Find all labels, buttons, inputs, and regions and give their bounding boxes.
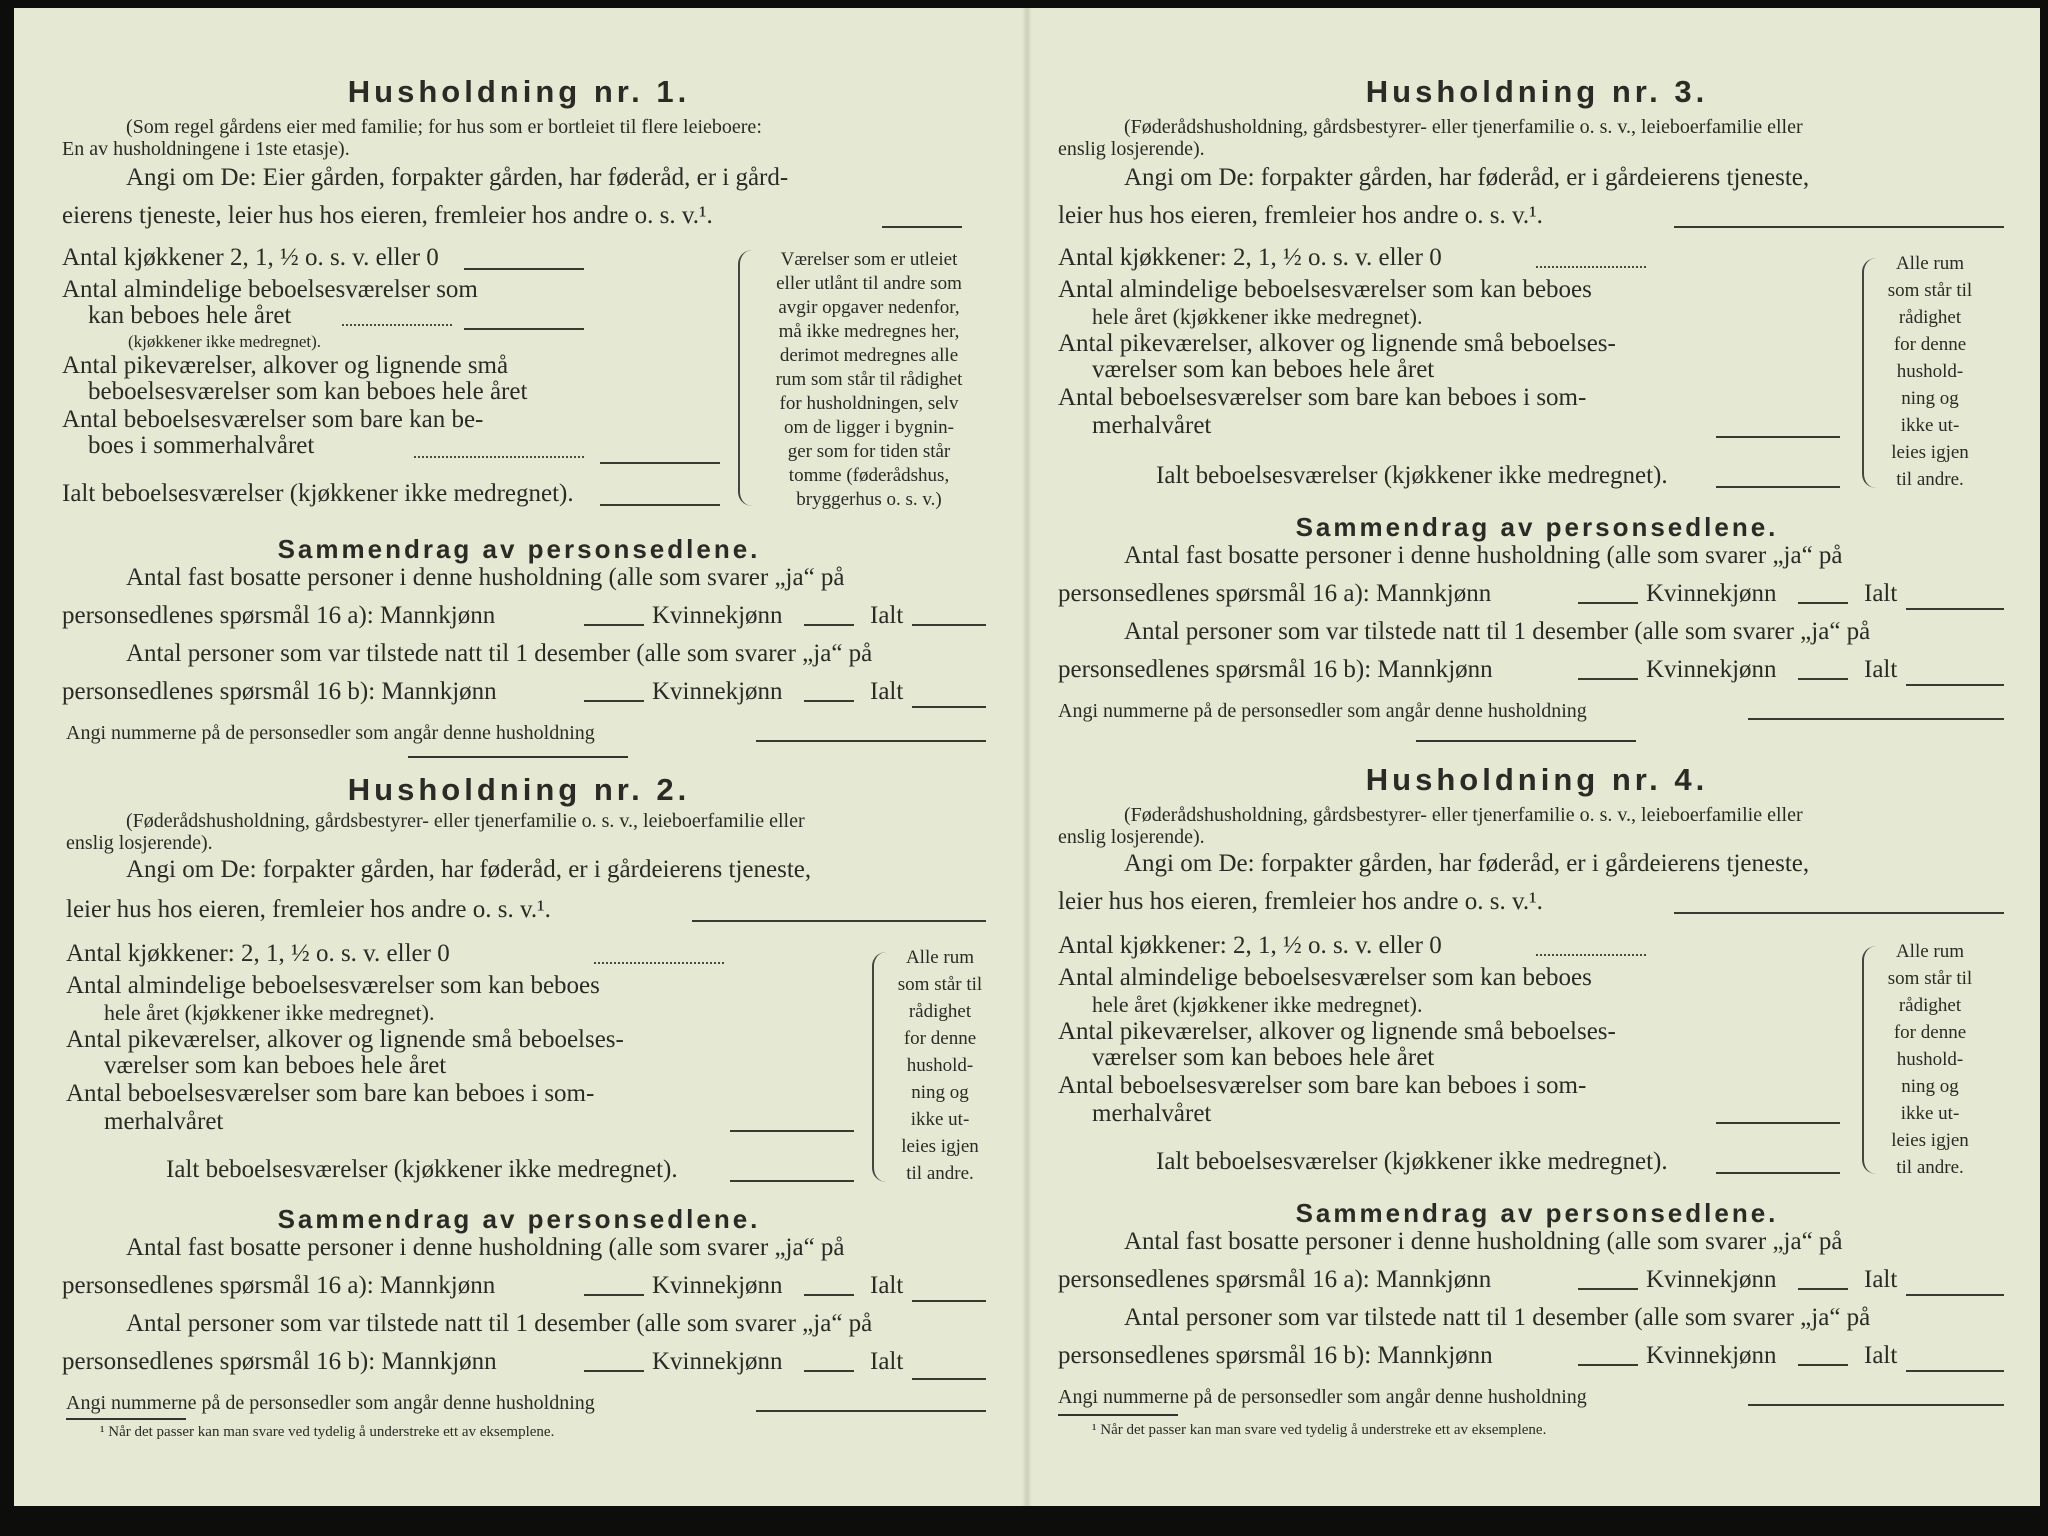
resident-total-field[interactable] bbox=[912, 1300, 986, 1302]
ordinary-rooms-row-2: kan beboes hele året bbox=[88, 302, 292, 329]
household-2-intro-2: enslig losjerende). bbox=[66, 832, 213, 854]
note-line: ikke ut- bbox=[910, 1109, 970, 1130]
note-line: Alle rum bbox=[1895, 253, 1965, 274]
household-3-angi: Angi om De: forpakter gården, har føderåd, er i gårdeierens tjeneste, bbox=[1124, 164, 1810, 191]
ialt-label: Ialt bbox=[870, 678, 904, 705]
note-line: til andre. bbox=[1896, 1157, 1964, 1178]
ordinary-rooms-row-2: hele året (kjøkkener ikke medregnet). bbox=[1092, 304, 1423, 329]
present-persons-text-2: personsedlenes spørsmål 16 b): Mannkjønn bbox=[62, 678, 497, 705]
household-1-intro: (Som regel gårdens eier med familie; for hus som er bortleiet til flere leieboere: bbox=[126, 116, 762, 138]
resident-female-field[interactable] bbox=[1798, 1288, 1848, 1290]
dots bbox=[1536, 954, 1646, 956]
household-4-intro: (Føderådshusholdning, gårdsbestyrer- eller tjenerfamilie o. s. v., leieboerfamilie eller bbox=[1124, 804, 1803, 826]
household-4-angi-2: leier hus hos eieren, fremleier hos andre o. s. v.¹. bbox=[1058, 888, 1543, 915]
household-2-angi: Angi om De: forpakter gården, har føderåd, er i gårdeierens tjeneste, bbox=[126, 856, 812, 883]
maid-rooms-row: Antal pikeværelser, alkover og lignende små beboelses- bbox=[1058, 1018, 1616, 1045]
resident-female-field[interactable] bbox=[804, 1294, 854, 1296]
resident-male-field[interactable] bbox=[1578, 602, 1638, 604]
ialt-label: Ialt bbox=[870, 602, 904, 629]
right-page bbox=[1032, 0, 2042, 1500]
divider bbox=[1058, 1414, 1178, 1416]
total-rooms-row: Ialt beboelsesværelser (kjøkkener ikke medregnet). bbox=[1156, 462, 1668, 489]
note-line: som står til bbox=[1887, 280, 1973, 301]
maid-rooms-row-2: værelser som kan beboes hele året bbox=[104, 1052, 447, 1079]
present-male-field[interactable] bbox=[584, 1370, 644, 1372]
resident-persons-text-2: personsedlenes spørsmål 16 a): Mannkjønn bbox=[1058, 580, 1492, 607]
kvinne-label: Kvinnekjønn bbox=[652, 678, 783, 705]
side-note-2 bbox=[880, 944, 1000, 1187]
side-note-4 bbox=[1870, 938, 1990, 1181]
summer-rooms-row: Antal beboelsesværelser som bare kan beboes i som- bbox=[1058, 1072, 1587, 1099]
summer-rooms-row-2: merhalvåret bbox=[104, 1108, 224, 1135]
summer-rooms-row-2: boes i sommerhalvåret bbox=[88, 432, 315, 459]
ialt-label: Ialt bbox=[870, 1348, 904, 1375]
note-line: derimot medregnes alle bbox=[779, 345, 959, 366]
household-2-title: Husholdning nr. 2. bbox=[347, 772, 691, 807]
note-line: som står til bbox=[897, 974, 983, 995]
resident-male-field[interactable] bbox=[1578, 1288, 1638, 1290]
note-line: ning og bbox=[1901, 1076, 1959, 1097]
present-total-field[interactable] bbox=[912, 1378, 986, 1380]
ordinary-rooms-row-2: hele året (kjøkkener ikke medregnet). bbox=[1092, 992, 1423, 1017]
ialt-label: Ialt bbox=[1864, 1266, 1898, 1293]
divider bbox=[66, 1418, 186, 1420]
ialt-label: Ialt bbox=[1864, 656, 1898, 683]
note-line: må ikke medregnes her, bbox=[778, 321, 960, 342]
bracket bbox=[738, 250, 754, 506]
present-persons-text: Antal personer som var tilstede natt til 1 desember (alle som svarer „ja“ på bbox=[1124, 618, 1871, 645]
side-note-3 bbox=[1870, 250, 1990, 493]
kitchens-row: Antal kjøkkener: 2, 1, ½ o. s. v. eller 0 bbox=[66, 940, 450, 967]
present-male-field[interactable] bbox=[1578, 1364, 1638, 1366]
resident-total-field[interactable] bbox=[1906, 608, 2004, 610]
present-female-field[interactable] bbox=[804, 1370, 854, 1372]
summer-rooms-row-2: merhalvåret bbox=[1092, 1100, 1212, 1127]
ordinary-rooms-note: (kjøkkener ikke medregnet). bbox=[128, 332, 322, 351]
side-note-1 bbox=[754, 248, 984, 512]
kitchens-field[interactable] bbox=[464, 268, 584, 270]
resident-persons-text-2: personsedlenes spørsmål 16 a): Mannkjønn bbox=[62, 602, 496, 629]
scan-edge bbox=[14, 1506, 2040, 1536]
ordinary-rooms-row: Antal almindelige beboelsesværelser som kan beboes bbox=[1058, 964, 1592, 991]
summer-rooms-row: Antal beboelsesværelser som bare kan beboes i som- bbox=[66, 1080, 595, 1107]
total-rooms-field[interactable] bbox=[730, 1180, 854, 1182]
kvinne-label: Kvinnekjønn bbox=[1646, 580, 1777, 607]
household-3-intro: (Føderådshusholdning, gårdsbestyrer- eller tjenerfamilie o. s. v., leieboerfamilie eller bbox=[1124, 116, 1803, 138]
note-line: til andre. bbox=[1896, 469, 1964, 490]
ordinary-rooms-row: Antal almindelige beboelsesværelser som bbox=[62, 276, 478, 303]
summer-rooms-field[interactable] bbox=[1716, 436, 1840, 438]
summer-rooms-field[interactable] bbox=[730, 1130, 854, 1132]
maid-rooms-row: Antal pikeværelser, alkover og lignende små bbox=[62, 352, 509, 379]
maid-rooms-row-2: værelser som kan beboes hele året bbox=[1092, 356, 1435, 383]
maid-rooms-row: Antal pikeværelser, alkover og lignende små beboelses- bbox=[1058, 330, 1616, 357]
footnote: ¹ Når det passer kan man svare ved tydelig å understreke ett av eksemplene. bbox=[1092, 1422, 1547, 1438]
kvinne-label: Kvinnekjønn bbox=[1646, 1342, 1777, 1369]
summary-title: Sammendrag av personsedlene. bbox=[1295, 1198, 1779, 1228]
kvinne-label: Kvinnekjønn bbox=[652, 1272, 783, 1299]
resident-female-field[interactable] bbox=[1798, 602, 1848, 604]
sheet-numbers-field[interactable] bbox=[756, 1410, 986, 1412]
dots bbox=[594, 962, 724, 964]
footnote: ¹ Når det passer kan man svare ved tydelig å understreke ett av eksemplene. bbox=[100, 1424, 555, 1440]
kitchens-row: Antal kjøkkener 2, 1, ½ o. s. v. eller 0 bbox=[62, 244, 439, 271]
sheet-numbers-field[interactable] bbox=[1748, 718, 2004, 720]
left-page bbox=[14, 0, 1024, 1500]
sheet-numbers-label: Angi nummerne på de personsedler som angår denne husholdning bbox=[1058, 700, 1587, 722]
kvinne-label: Kvinnekjønn bbox=[1646, 656, 1777, 683]
total-rooms-row: Ialt beboelsesværelser (kjøkkener ikke medregnet). bbox=[62, 480, 574, 507]
resident-male-field[interactable] bbox=[584, 624, 644, 626]
note-line: rådighet bbox=[1898, 995, 1962, 1016]
ordinary-rooms-field[interactable] bbox=[464, 328, 584, 330]
note-line: ikke ut- bbox=[1900, 415, 1960, 436]
note-line: som står til bbox=[1887, 968, 1973, 989]
note-line: Alle rum bbox=[905, 947, 975, 968]
note-line: Værelser som er utleiet bbox=[780, 249, 958, 270]
resident-total-field[interactable] bbox=[912, 624, 986, 626]
kvinne-label: Kvinnekjønn bbox=[652, 602, 783, 629]
household-2-intro: (Føderådshusholdning, gårdsbestyrer- eller tjenerfamilie o. s. v., leieboerfamilie eller bbox=[126, 810, 805, 832]
note-line: hushold- bbox=[1896, 1049, 1964, 1070]
household-4-angi: Angi om De: forpakter gården, har føderåd, er i gårdeierens tjeneste, bbox=[1124, 850, 1810, 877]
note-line: tomme (føderådshus, bbox=[788, 465, 950, 486]
note-line: ger som for tiden står bbox=[787, 441, 951, 462]
summer-rooms-row-2: merhalvåret bbox=[1092, 412, 1212, 439]
angi-answer-line[interactable] bbox=[882, 226, 962, 228]
maid-rooms-row: Antal pikeværelser, alkover og lignende små beboelses- bbox=[66, 1026, 624, 1053]
summary-title: Sammendrag av personsedlene. bbox=[277, 1204, 761, 1234]
note-line: hushold- bbox=[906, 1055, 974, 1076]
household-2-angi-2: leier hus hos eieren, fremleier hos andre o. s. v.¹. bbox=[66, 896, 551, 923]
kitchens-row: Antal kjøkkener: 2, 1, ½ o. s. v. eller 0 bbox=[1058, 932, 1442, 959]
present-total-field[interactable] bbox=[912, 706, 986, 708]
summary-title: Sammendrag av personsedlene. bbox=[1295, 512, 1779, 542]
resident-persons-text: Antal fast bosatte personer i denne husholdning (alle som svarer „ja“ på bbox=[1124, 1228, 1843, 1255]
summary-title: Sammendrag av personsedlene. bbox=[277, 534, 761, 564]
note-line: for husholdningen, selv bbox=[779, 393, 959, 414]
note-line: Alle rum bbox=[1895, 941, 1965, 962]
note-line: leies igjen bbox=[1891, 1130, 1969, 1151]
ialt-label: Ialt bbox=[1864, 1342, 1898, 1369]
angi-answer-line[interactable] bbox=[1674, 226, 2004, 228]
resident-female-field[interactable] bbox=[804, 624, 854, 626]
ialt-label: Ialt bbox=[870, 1272, 904, 1299]
ialt-label: Ialt bbox=[1864, 580, 1898, 607]
sheet-numbers-field[interactable] bbox=[1748, 1404, 2004, 1406]
kitchens-row: Antal kjøkkener: 2, 1, ½ o. s. v. eller 0 bbox=[1058, 244, 1442, 271]
total-rooms-field[interactable] bbox=[1716, 486, 1840, 488]
kvinne-label: Kvinnekjønn bbox=[652, 1348, 783, 1375]
note-line: for denne bbox=[1893, 334, 1967, 355]
note-line: avgir opgaver nedenfor, bbox=[778, 297, 960, 318]
sheet-numbers-label: Angi nummerne på de personsedler som angår denne husholdning bbox=[1058, 1386, 1587, 1408]
household-1-intro-2: En av husholdningene i 1ste etasje). bbox=[62, 138, 350, 160]
resident-male-field[interactable] bbox=[584, 1294, 644, 1296]
note-line: for denne bbox=[1893, 1022, 1967, 1043]
note-line: leies igjen bbox=[1891, 442, 1969, 463]
note-line: rådighet bbox=[908, 1001, 972, 1022]
present-persons-text: Antal personer som var tilstede natt til 1 desember (alle som svarer „ja“ på bbox=[126, 1310, 873, 1337]
maid-rooms-row-2: værelser som kan beboes hele året bbox=[1092, 1044, 1435, 1071]
note-line: om de ligger i bygnin- bbox=[784, 417, 954, 438]
present-total-field[interactable] bbox=[1906, 684, 2004, 686]
divider bbox=[1416, 740, 1636, 742]
present-persons-text-2: personsedlenes spørsmål 16 b): Mannkjønn bbox=[1058, 1342, 1493, 1369]
household-4-intro-2: enslig losjerende). bbox=[1058, 826, 1205, 848]
note-line: ning og bbox=[911, 1082, 969, 1103]
household-3-intro-2: enslig losjerende). bbox=[1058, 138, 1205, 160]
present-female-field[interactable] bbox=[1798, 678, 1848, 680]
resident-persons-text-2: personsedlenes spørsmål 16 a): Mannkjønn bbox=[62, 1272, 496, 1299]
ordinary-rooms-row: Antal almindelige beboelsesværelser som kan beboes bbox=[1058, 276, 1592, 303]
household-4-title: Husholdning nr. 4. bbox=[1365, 762, 1709, 797]
note-line: ning og bbox=[1901, 388, 1959, 409]
summer-rooms-field[interactable] bbox=[600, 462, 720, 464]
present-persons-text: Antal personer som var tilstede natt til 1 desember (alle som svarer „ja“ på bbox=[126, 640, 873, 667]
household-1-title: Husholdning nr. 1. bbox=[347, 74, 691, 109]
note-line: bryggerhus o. s. v.) bbox=[796, 489, 942, 510]
note-line: ikke ut- bbox=[1900, 1103, 1960, 1124]
angi-answer-line[interactable] bbox=[1674, 912, 2004, 914]
present-persons-text-2: personsedlenes spørsmål 16 b): Mannkjønn bbox=[62, 1348, 497, 1375]
present-persons-text: Antal personer som var tilstede natt til 1 desember (alle som svarer „ja“ på bbox=[1124, 1304, 1871, 1331]
resident-persons-text: Antal fast bosatte personer i denne husholdning (alle som svarer „ja“ på bbox=[126, 1234, 845, 1261]
resident-persons-text: Antal fast bosatte personer i denne husholdning (alle som svarer „ja“ på bbox=[126, 564, 845, 591]
note-line: rum som står til rådighet bbox=[775, 369, 963, 390]
resident-total-field[interactable] bbox=[1906, 1294, 2004, 1296]
note-line: for denne bbox=[903, 1028, 977, 1049]
summer-rooms-row: Antal beboelsesværelser som bare kan beboes i som- bbox=[1058, 384, 1587, 411]
note-line: hushold- bbox=[1896, 361, 1964, 382]
ordinary-rooms-row-2: hele året (kjøkkener ikke medregnet). bbox=[104, 1000, 435, 1025]
ordinary-rooms-row: Antal almindelige beboelsesværelser som kan beboes bbox=[66, 972, 600, 999]
present-persons-text-2: personsedlenes spørsmål 16 b): Mannkjønn bbox=[1058, 656, 1493, 683]
summer-rooms-row: Antal beboelsesværelser som bare kan be- bbox=[62, 406, 484, 433]
total-rooms-row: Ialt beboelsesværelser (kjøkkener ikke medregnet). bbox=[1156, 1148, 1668, 1175]
total-rooms-field[interactable] bbox=[600, 504, 720, 506]
present-female-field[interactable] bbox=[1798, 1364, 1848, 1366]
present-total-field[interactable] bbox=[1906, 1370, 2004, 1372]
dots bbox=[342, 324, 452, 326]
sheet-numbers-label: Angi nummerne på de personsedler som angår denne husholdning bbox=[66, 1392, 595, 1414]
note-line: til andre. bbox=[906, 1163, 974, 1184]
maid-rooms-row-2: beboelsesværelser som kan beboes hele året bbox=[88, 378, 528, 405]
resident-persons-text-2: personsedlenes spørsmål 16 a): Mannkjønn bbox=[1058, 1266, 1492, 1293]
present-female-field[interactable] bbox=[804, 700, 854, 702]
household-1-angi-2: eierens tjeneste, leier hus hos eieren, fremleier hos andre o. s. v.¹. bbox=[62, 202, 713, 229]
resident-persons-text: Antal fast bosatte personer i denne husholdning (alle som svarer „ja“ på bbox=[1124, 542, 1843, 569]
present-male-field[interactable] bbox=[584, 700, 644, 702]
note-line: eller utlånt til andre som bbox=[776, 273, 962, 294]
total-rooms-field[interactable] bbox=[1716, 1172, 1840, 1174]
dots bbox=[414, 456, 584, 458]
household-3-title: Husholdning nr. 3. bbox=[1365, 74, 1709, 109]
sheet-numbers-field[interactable] bbox=[756, 740, 986, 742]
angi-answer-line[interactable] bbox=[692, 920, 986, 922]
divider bbox=[408, 756, 628, 758]
present-male-field[interactable] bbox=[1578, 678, 1638, 680]
household-3-angi-2: leier hus hos eieren, fremleier hos andre o. s. v.¹. bbox=[1058, 202, 1543, 229]
note-line: leies igjen bbox=[901, 1136, 979, 1157]
summer-rooms-field[interactable] bbox=[1716, 1122, 1840, 1124]
note-line: rådighet bbox=[1898, 307, 1962, 328]
kvinne-label: Kvinnekjønn bbox=[1646, 1266, 1777, 1293]
total-rooms-row: Ialt beboelsesværelser (kjøkkener ikke medregnet). bbox=[166, 1156, 678, 1183]
household-1-angi: Angi om De: Eier gården, forpakter gården, har føderåd, er i gård- bbox=[126, 164, 789, 191]
sheet-numbers-label: Angi nummerne på de personsedler som angår denne husholdning bbox=[66, 722, 595, 744]
dots bbox=[1536, 266, 1646, 268]
